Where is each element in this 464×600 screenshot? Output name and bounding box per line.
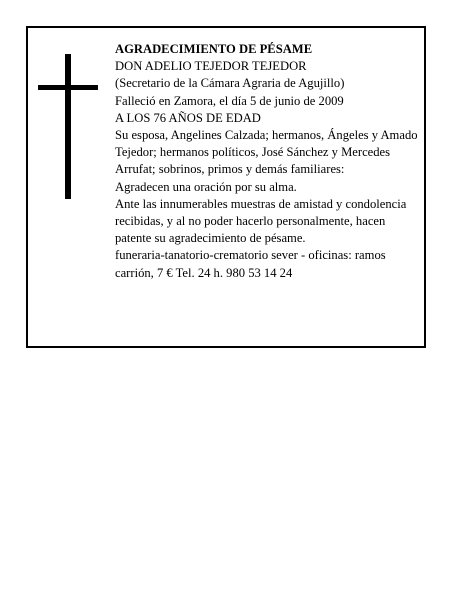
family-list: Su esposa, Angelines Calzada; hermanos, Ángeles y Amado Tejedor; hermanos políticos, José Sánchez y Mercedes Arrufat; sobrinos, primos y demás familiares: <box>115 128 418 177</box>
death-details: Falleció en Zamora, el día 5 de junio de 2009 <box>115 93 344 108</box>
thanks-message: Ante las innumerables muestras de amistad y condolencia recibidas, y al no poder hacerlo personalmente, hacen patente su agradecimiento de pésame. <box>115 196 407 246</box>
deceased-name: DON ADELIO TEJEDOR TEJEDOR <box>115 59 307 74</box>
notice-title: AGRADECIMIENTO DE PÉSAME <box>115 42 313 56</box>
cross-vertical-bar <box>65 54 71 199</box>
cross-horizontal-bar <box>38 85 98 90</box>
funeral-home-info: funeraria-tanatorio-crematorio sever - oficinas: ramos carrión, 7 € Tel. 24 h. 980 53 14 24 <box>115 248 386 280</box>
notice-text <box>115 41 423 282</box>
obituary-notice <box>26 26 426 348</box>
prayer-request: Agradecen una oración por su alma. <box>115 179 297 194</box>
deceased-role: (Secretario de la Cámara Agraria de Agujillo) <box>115 76 345 91</box>
cross-icon <box>38 54 98 199</box>
age-at-death: A LOS 76 AÑOS DE EDAD <box>115 110 261 125</box>
